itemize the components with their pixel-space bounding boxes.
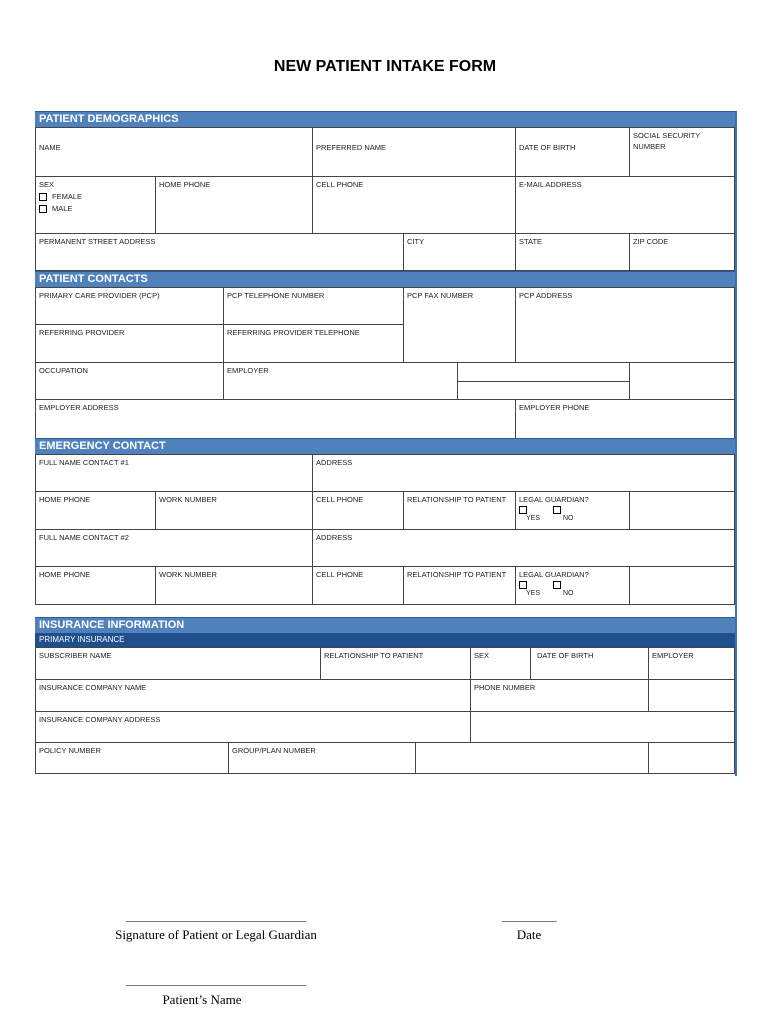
contact2-address-field[interactable] [312, 529, 735, 567]
insurance-phone-field[interactable] [470, 679, 649, 712]
group-number-label: GROUP/PLAN NUMBER [232, 746, 316, 755]
contact2-no-label: NO [563, 590, 574, 597]
insurance-company-address-field[interactable] [35, 711, 471, 743]
contact2-name-field[interactable] [35, 529, 313, 567]
extra-field-3[interactable] [629, 362, 735, 400]
contact2-cell-phone-label: CELL PHONE [316, 570, 364, 579]
section-header-emergency: EMERGENCY CONTACT [35, 438, 735, 454]
signature-line[interactable]: ________________________________________ [126, 912, 306, 923]
contact2-home-phone-label: HOME PHONE [39, 570, 91, 579]
city-label: CITY [407, 237, 425, 246]
checkbox-icon[interactable] [39, 193, 47, 201]
contact1-name-field[interactable] [35, 454, 313, 492]
cell-phone-field[interactable] [312, 176, 516, 234]
extra-field-1[interactable] [457, 362, 630, 382]
section-subheader-primary-insurance: PRIMARY INSURANCE [35, 633, 735, 647]
employer-label: EMPLOYER [227, 366, 269, 375]
contact1-address-field[interactable] [312, 454, 735, 492]
pcp-fax-field[interactable] [403, 287, 516, 363]
state-field[interactable] [515, 233, 630, 271]
contact2-yes-label: YES [526, 590, 541, 597]
contact2-relationship-field[interactable] [403, 566, 516, 605]
email-label: E-MAIL ADDRESS [519, 180, 582, 189]
contact1-cell-phone-label: CELL PHONE [316, 495, 364, 504]
date-line[interactable]: ____________ [502, 912, 556, 923]
sex-option-female[interactable] [39, 191, 152, 202]
signature-label: Signature of Patient or Legal Guardian [115, 927, 317, 942]
state-label: STATE [519, 237, 543, 246]
insurance-phone-label: PHONE NUMBER [474, 683, 536, 692]
policy-extra-field-1[interactable] [415, 742, 649, 774]
preferred-name-label: PREFERRED NAME [316, 143, 387, 152]
contact1-cell-phone-field[interactable] [312, 491, 404, 530]
city-field[interactable] [403, 233, 516, 271]
insurance-employer-field[interactable] [648, 647, 735, 680]
insurance-company-label: INSURANCE COMPANY NAME [39, 683, 147, 692]
email-field[interactable] [515, 176, 735, 234]
sex-option-male[interactable] [39, 203, 152, 214]
pcp-fax-label: PCP FAX NUMBER [407, 291, 474, 300]
insurance-company-field[interactable] [35, 679, 471, 712]
contact2-name-label: FULL NAME CONTACT #2 [39, 533, 129, 542]
occupation-field[interactable] [35, 362, 224, 400]
pcp-phone-field[interactable] [223, 287, 404, 325]
street-address-field[interactable] [35, 233, 404, 271]
insurance-sex-label: SEX [474, 651, 490, 660]
section-header-insurance: INSURANCE INFORMATION [35, 617, 735, 633]
contact1-work-number-label: WORK NUMBER [159, 495, 217, 504]
contact2-address-label: ADDRESS [316, 533, 353, 542]
insurance-employer-label: EMPLOYER [652, 651, 694, 660]
contact1-legal-guardian-label: LEGAL GUARDIAN? [519, 495, 589, 504]
contact1-legal-guardian-field [515, 491, 630, 530]
policy-number-label: POLICY NUMBER [39, 746, 101, 755]
contact2-relationship-label: RELATIONSHIP TO PATIENT [407, 570, 507, 579]
insurance-relationship-label: RELATIONSHIP TO PATIENT [324, 651, 424, 660]
pcp-label: PRIMARY CARE PROVIDER (PCP) [39, 291, 160, 300]
referring-phone-label: REFERRING PROVIDER TELEPHONE [227, 328, 360, 337]
employer-address-field[interactable] [35, 399, 516, 439]
pcp-phone-label: PCP TELEPHONE NUMBER [227, 291, 325, 300]
insurance-extra-field[interactable] [648, 679, 735, 712]
section-header-demographics: PATIENT DEMOGRAPHICS [35, 111, 735, 127]
referring-provider-label: REFERRING PROVIDER [39, 328, 125, 337]
insurance-address-extra-field[interactable] [470, 711, 735, 743]
contact1-no-checkbox-icon[interactable] [553, 506, 561, 514]
contact2-no-checkbox-icon[interactable] [553, 581, 561, 589]
date-label: Date [516, 927, 542, 942]
name-label: NAME [39, 143, 61, 152]
insurance-dob-label: DATE OF BIRTH [537, 651, 594, 660]
form-title: NEW PATIENT INTAKE FORM [273, 58, 497, 75]
policy-extra-field-2[interactable] [648, 742, 735, 774]
contact2-legal-guardian-field [515, 566, 630, 605]
home-phone-field[interactable] [155, 176, 313, 234]
street-address-label: PERMANENT STREET ADDRESS [39, 237, 156, 246]
sex-field [35, 176, 156, 234]
contact1-relationship-field[interactable] [403, 491, 516, 530]
patient-name-label: Patient’s Name [162, 992, 242, 1007]
occupation-label: OCCUPATION [39, 366, 88, 375]
employer-phone-field[interactable] [515, 399, 735, 439]
referring-provider-field[interactable] [35, 324, 224, 363]
contact1-work-number-field[interactable] [155, 491, 313, 530]
male-label: MALE [52, 204, 73, 213]
zip-field[interactable] [629, 233, 735, 271]
contact1-extra-field[interactable] [629, 491, 735, 530]
zip-label: ZIP CODE [633, 237, 669, 246]
contact1-yes-label: YES [526, 515, 541, 522]
contact2-home-phone-field[interactable] [35, 566, 156, 605]
ssn-field[interactable] [629, 127, 735, 177]
sex-label: SEX [39, 180, 55, 189]
subscriber-name-field[interactable] [35, 647, 321, 680]
contact1-name-label: FULL NAME CONTACT #1 [39, 458, 129, 467]
patient-name-line[interactable]: ________________________________________ [126, 976, 306, 987]
section-header-contacts: PATIENT CONTACTS [35, 271, 735, 287]
contact2-extra-field[interactable] [629, 566, 735, 605]
insurance-relationship-field[interactable] [320, 647, 471, 680]
contact1-home-phone-label: HOME PHONE [39, 495, 91, 504]
contact1-relationship-label: RELATIONSHIP TO PATIENT [407, 495, 507, 504]
employer-field[interactable] [223, 362, 458, 400]
employer-phone-label: EMPLOYER PHONE [519, 403, 590, 412]
group-number-field[interactable] [228, 742, 416, 774]
insurance-dob-field[interactable] [530, 647, 649, 680]
home-phone-label: HOME PHONE [159, 180, 211, 189]
contact1-no-label: NO [563, 515, 574, 522]
contact2-work-number-label: WORK NUMBER [159, 570, 217, 579]
cell-phone-label: CELL PHONE [316, 180, 364, 189]
female-label: FEMALE [52, 192, 83, 201]
insurance-sex-field[interactable] [470, 647, 531, 680]
preferred-name-field[interactable] [312, 127, 516, 177]
employer-address-label: EMPLOYER ADDRESS [39, 403, 119, 412]
contact2-work-number-field[interactable] [155, 566, 313, 605]
dob-field[interactable] [515, 127, 630, 177]
contact2-cell-phone-field[interactable] [312, 566, 404, 605]
referring-phone-field[interactable] [223, 324, 404, 363]
ssn-label: SOCIAL SECURITY NUMBER [633, 131, 701, 151]
dob-label: DATE OF BIRTH [519, 143, 576, 152]
pcp-address-field[interactable] [515, 287, 735, 363]
contact2-legal-guardian-label: LEGAL GUARDIAN? [519, 570, 589, 579]
policy-number-field[interactable] [35, 742, 229, 774]
subscriber-name-label: SUBSCRIBER NAME [39, 651, 112, 660]
name-field[interactable] [35, 127, 313, 177]
contact1-home-phone-field[interactable] [35, 491, 156, 530]
pcp-address-label: PCP ADDRESS [519, 291, 573, 300]
checkbox-icon[interactable] [39, 205, 47, 213]
contact1-address-label: ADDRESS [316, 458, 353, 467]
extra-field-2[interactable] [457, 381, 630, 400]
pcp-field[interactable] [35, 287, 224, 325]
insurance-company-address-label: INSURANCE COMPANY ADDRESS [39, 715, 161, 724]
